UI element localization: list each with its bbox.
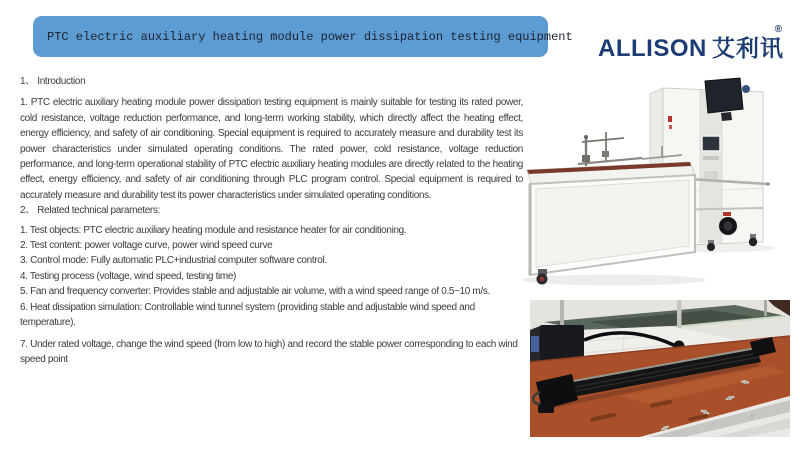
- parameter-item-4: 4. Testing process (voltage, wind speed, testing time): [20, 270, 237, 282]
- parameter-item-2: 2. Test content: power voltage curve, power wind speed curve: [20, 240, 273, 252]
- introduction-paragraph: 1. PTC electric auxiliary heating module power dissipation testing equipment is mainly suitable for testing its rated power, cold resistance, voltage reduction performance, and long-term working stability, which directly affect the heating effect, energy efficiency, and safety of air conditioning. Special equipment is required to accurately measure and durability test its power characteristics under simulated operating conditions. The rated power, cold resistance, voltage reduction performance, and long-term operational stability of PTC electric auxiliary heating modules are directly related to the heating effect, energy efficiency, and safety of air conditioning through PLC program control. Special equipment is required to accurately measure and durability test its power characteristics under simulated operating conditions.: [20, 97, 523, 201]
- equipment-illustration: [522, 76, 800, 288]
- equipment-photo: [522, 76, 800, 288]
- monitor: [705, 78, 743, 113]
- parameter-item-7: 7. Under rated voltage, change the wind speed (from low to high) and record the stable power corresponding to each wind speed point: [20, 338, 518, 365]
- title-banner: [33, 16, 573, 57]
- brand-logo: [598, 24, 788, 66]
- support-rod: [764, 300, 767, 316]
- parameter-item-1: 1. Test objects: PTC electric auxiliary heating module and resistance heater for air conditioning.: [20, 224, 407, 236]
- section-2-heading: 2、 Related technical parameters:: [20, 205, 160, 217]
- module-illustration: [530, 300, 790, 437]
- parameter-item-3: 3. Control mode: Fully automatic PLC+industrial computer software control.: [20, 255, 327, 267]
- sensor-lens: [531, 336, 539, 352]
- registered-trademark-icon: ®: [774, 24, 782, 35]
- parameter-item-5: 5. Fan and frequency converter: Provides stable and adjustable air volume, with a wind speed range of 0.5~10 m/s.: [20, 286, 490, 298]
- touchscreen: [702, 136, 720, 151]
- parameter-item-6: 6. Heat dissipation simulation: Controllable wind tunnel system (providing stable and adjustable wind speed and temperature).: [20, 301, 475, 329]
- cable-spool: [742, 85, 750, 93]
- brand-name-cjk: 艾利讯: [711, 35, 784, 61]
- page-title: PTC electric auxiliary heating module power dissipation testing equipment: [47, 29, 573, 44]
- module-photo: [530, 300, 790, 437]
- document-body: [20, 74, 523, 367]
- section-1-heading: 1、 Introduction: [20, 76, 86, 87]
- brand-name-latin: ALLISON: [598, 35, 707, 62]
